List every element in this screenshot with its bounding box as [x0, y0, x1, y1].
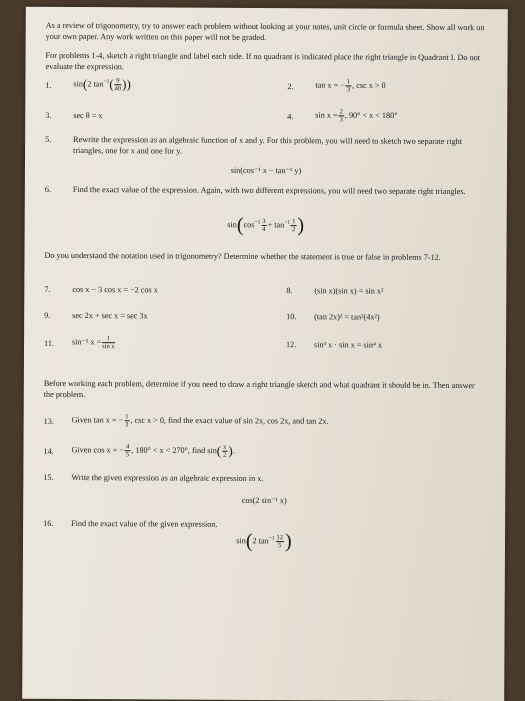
problem-5-text: Rewrite the expression as an algebraic function of x and y. For this problem, you will need to sketch two separate right triangles, one for x and one for y. — [73, 134, 463, 156]
problem-13-number: 13. — [43, 416, 54, 426]
problem-16-number: 16. — [43, 518, 54, 528]
problem-10-number: 10. — [286, 312, 297, 322]
problem-6-text: Find the exact value of the expression. Again, with two different expressions, you will need two separate right triangles. — [72, 184, 466, 197]
problem-2-number: 2. — [287, 82, 294, 92]
problem-9-number: 9. — [44, 310, 51, 320]
problem-12-expression: sin³ x · sin x = sin⁴ x — [314, 340, 383, 350]
problem-1-number: 1. — [45, 80, 52, 90]
problem-11-expression: sin⁻¹ x = $\frac{1}{\text{sin x}}$ — [72, 335, 115, 351]
problem-9-expression: sec 2x + sec x = sec 3x — [72, 310, 148, 321]
problem-8-number: 8. — [286, 286, 293, 296]
intro-paragraph: As a review of trigonometry, try to answer each problem without looking at your notes, unit circle or formula sheet. Show all work on your own paper. Any work written on this paper will not be graded. — [45, 20, 485, 42]
problem-1-expression: sin(2 $\tan^{-1}$( $\frac{9}{40}$ )) — [73, 76, 131, 93]
problem-6-number: 6. — [44, 184, 52, 194]
problem-8-expression: (sin x)(sin x) = sin x² — [314, 286, 384, 296]
problem-12-number: 12. — [286, 340, 297, 350]
problem-6-expression: $\sin(\cos^{-1}$ $\frac{3}{4}$ + $\tan^{-1}$ $\frac{1}{2}$ ) — [227, 214, 305, 237]
problem-3-number: 3. — [45, 110, 52, 120]
problem-15-text: Write the given expression as an algebraic expression in x. — [71, 472, 264, 483]
problem-15-expression: cos(2 sin⁻¹ x) — [241, 495, 287, 506]
problem-15-number: 15. — [43, 472, 54, 482]
worksheet-page — [22, 7, 508, 701]
problem-16-text: Find the exact value of the given expression. — [71, 518, 218, 529]
problem-7-expression: cos x − 3 cos x = −2 cos x — [72, 284, 158, 295]
problem-11-number: 11. — [44, 338, 55, 348]
problem-3-expression: sec θ = x — [73, 110, 103, 121]
problem-4-number: 4. — [287, 112, 294, 122]
notation-question: Do you understand the notation used in trigonometry? Determine whether the statement is true or false in problems 7-12. — [44, 250, 441, 262]
problem-2-expression: tan x = − $\frac{1}{3}$ , csc x > 0 — [315, 78, 386, 94]
problem-5-number: 5. — [45, 134, 52, 144]
instructions-1-4: For problems 1-4, sketch a right triangle and label each side. If no quadrant is indicated place the right triangle in Quadrant I. Do not evaluate the expression. — [45, 50, 481, 71]
problem-14-text: Given cos x = − $\frac{4}{5}$ , 180° < x < 270°, find sin( $\frac{x}{2}$ ). — [71, 442, 235, 459]
problem-14-number: 14. — [43, 446, 54, 456]
problem-13-text: Given tan x = − $\frac{1}{3}$ , csc x > 0, find the exact value of sin 2x, cos 2x, and tan 2x. — [71, 413, 329, 429]
problem-10-expression: (tan 2x)² = tan²(4x²) — [314, 312, 380, 322]
pen-mark-icon — [512, 331, 525, 349]
problem-7-number: 7. — [44, 284, 51, 294]
problem-16-expression: sin(2 $\tan^{-1}$ $\frac{12}{5}$ ) — [236, 530, 292, 553]
problem-5-expression: sin(cos⁻¹ x − tan⁻¹ y) — [230, 165, 302, 176]
problem-4-expression: sin x = $\frac{2}{3}$ , 90° < x < 180° — [315, 108, 398, 124]
before-working-instructions: Before working each problem, determine if you need to draw a right triangle sketch and what quadrant it should be in. Then answer the problem. — [43, 378, 475, 399]
